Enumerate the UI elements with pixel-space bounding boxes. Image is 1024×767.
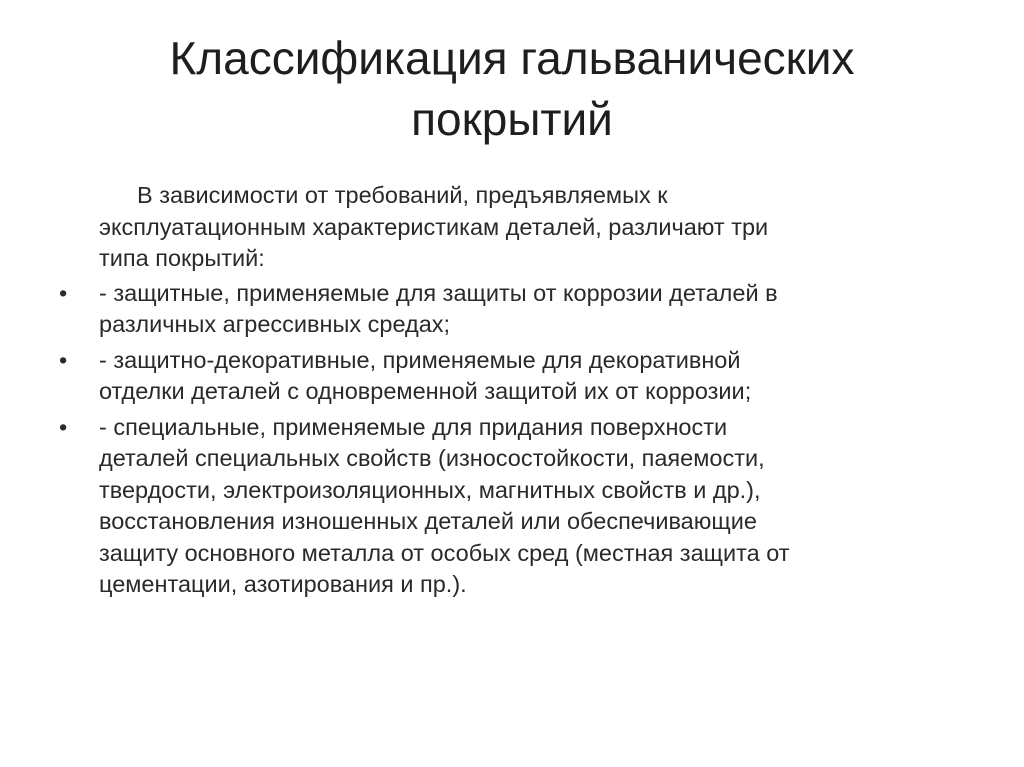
list-item-line: - защитно-декоративные, применяемые для декоративной — [99, 346, 741, 373]
title-line-1: Классификация гальванических — [169, 32, 855, 84]
slide-title — [90, 28, 934, 150]
bullet-dot-icon: • — [59, 346, 68, 373]
title-line-2: покрытий — [411, 93, 613, 145]
list-item-line: различных агрессивных средах; — [99, 311, 451, 337]
list-item-protective — [59, 278, 959, 341]
list-item-line: отделки деталей с одновременной защитой их от коррозии; — [99, 378, 752, 404]
list-item-line: восстановления изношенных деталей или обеспечивающие — [99, 508, 757, 534]
list-item-line: - специальные, применяемые для придания поверхности — [99, 413, 728, 440]
list-item-line: твердости, электроизоляционных, магнитных свойств и др.), — [99, 476, 761, 503]
list-item-special — [59, 412, 959, 601]
intro-line-1: В зависимости от требований, предъявляемых к — [137, 182, 668, 208]
bullet-dot-icon: • — [59, 279, 68, 306]
slide-body — [59, 180, 959, 605]
bullet-dot-icon: • — [59, 413, 68, 440]
intro-line-3: типа покрытий: — [99, 245, 265, 271]
list-item-decorative — [59, 345, 959, 408]
list-item-line: деталей специальных свойств (износостойкости, паяемости, — [99, 445, 765, 471]
list-item-line: цементации, азотирования и пр.). — [99, 571, 467, 597]
intro-line-2: эксплуатационным характеристикам деталей, различают три — [99, 213, 769, 240]
intro-paragraph — [99, 180, 959, 275]
list-item-line: - защитные, применяемые для защиты от коррозии деталей в — [99, 279, 778, 306]
coating-types-list — [59, 278, 959, 601]
list-item-line: защиту основного металла от особых сред (местная защита от — [99, 539, 790, 566]
